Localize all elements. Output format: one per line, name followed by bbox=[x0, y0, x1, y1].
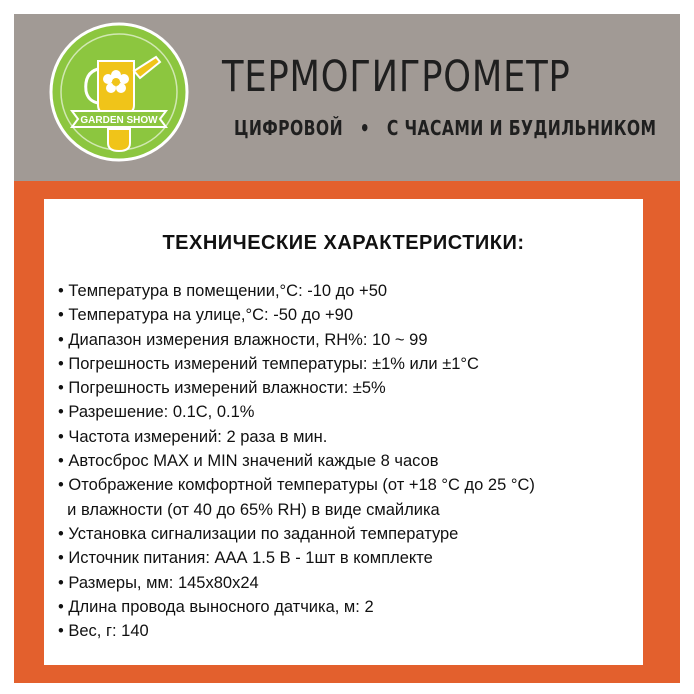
specs-heading: ТЕХНИЧЕСКИЕ ХАРАКТЕРИСТИКИ: bbox=[162, 232, 525, 254]
specs-panel bbox=[44, 199, 643, 665]
product-subtitle bbox=[234, 116, 656, 140]
spec-item: • Температура в помещении,°C: -10 до +50 bbox=[58, 282, 388, 300]
spec-item: • Погрешность измерений температуры: ±1% или ±1°C bbox=[58, 354, 479, 373]
spec-item: • Разрешение: 0.1С, 0.1% bbox=[58, 403, 255, 422]
spec-item: • Вес, г: 140 bbox=[58, 622, 149, 641]
subtitle-clock-alarm: С ЧАСАМИ И БУДИЛЬНИКОМ bbox=[386, 116, 657, 140]
spec-item: • Установка сигнализации по заданной температуре bbox=[58, 524, 459, 543]
logo-text: GARDEN SHOW bbox=[80, 115, 158, 126]
spec-item: • Погрешность измерений влажности: ±5% bbox=[58, 379, 386, 398]
spec-item: • Длина провода выносного датчика, м: 2 bbox=[58, 597, 374, 616]
spec-item: • Температура на улице,°C: -50 до +90 bbox=[58, 306, 354, 325]
spec-item: • Размеры, мм: 145x80x24 bbox=[58, 573, 259, 592]
subtitle-digital: ЦИФРОВОЙ bbox=[234, 116, 344, 140]
spec-item: • Отображение комфортной температуры (от +18 °C до 25 °C) bbox=[58, 476, 535, 495]
product-title: ТЕРМОГИГРОМЕТР bbox=[222, 52, 571, 102]
spec-item: • Диапазон измерения влажности, RH%: 10 ~ 99 bbox=[58, 330, 428, 349]
specs-list bbox=[58, 279, 535, 643]
spec-item: • Частота измерений: 2 раза в мин. bbox=[58, 427, 328, 446]
garden-show-logo bbox=[46, 19, 192, 165]
spec-item: • Автосброс MAX и MIN значений каждые 8 часов bbox=[58, 452, 439, 471]
spec-item: • Источник питания: ААА 1.5 В - 1шт в комплекте bbox=[58, 549, 433, 568]
subtitle-separator: • bbox=[359, 116, 371, 140]
spec-item: и влажности (от 40 до 65% RH) в виде смайлика bbox=[58, 500, 440, 519]
